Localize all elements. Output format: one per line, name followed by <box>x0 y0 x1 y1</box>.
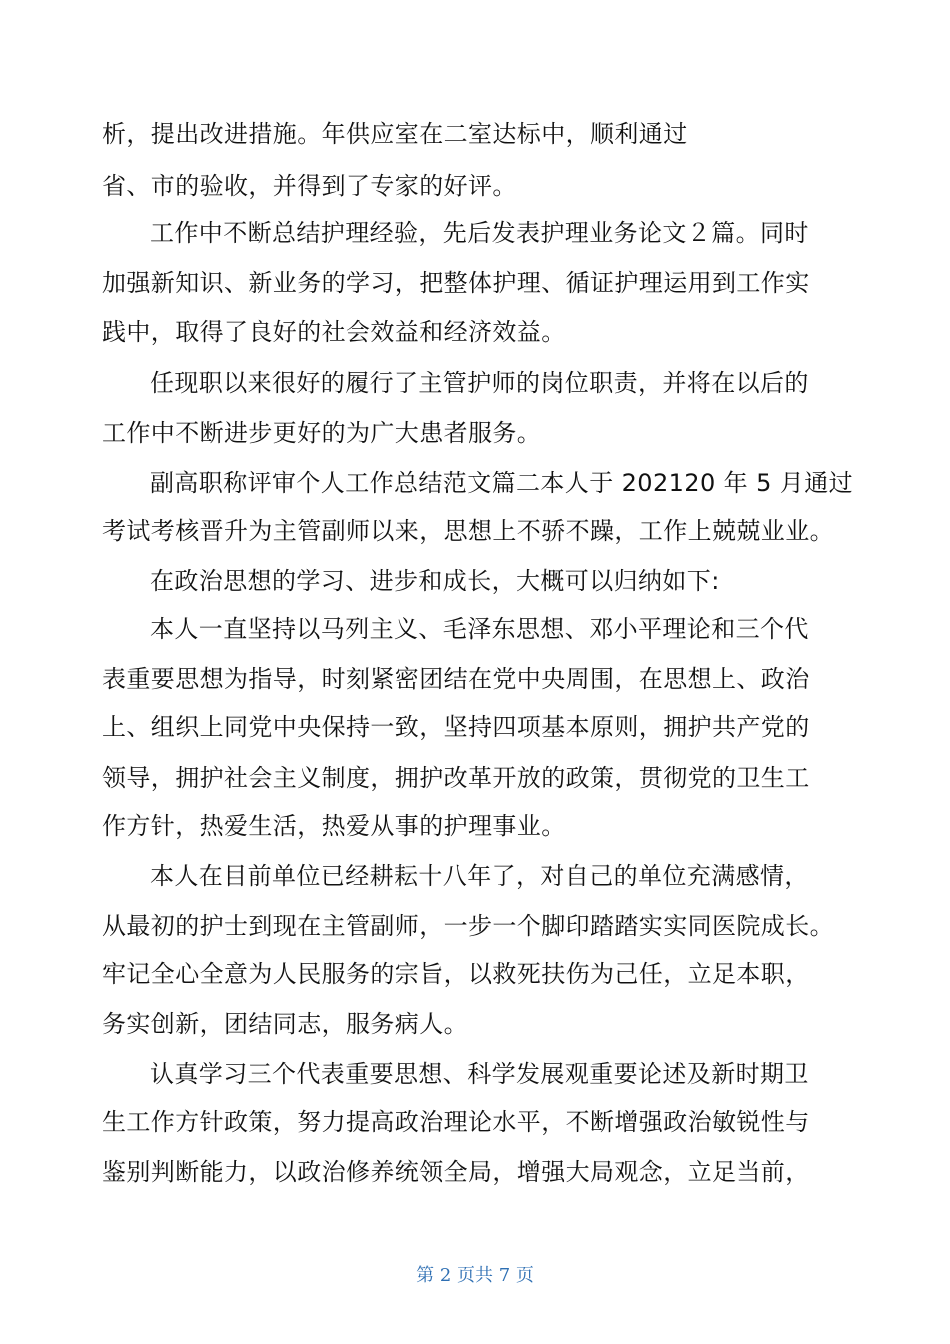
paragraph-start-line: 在政治思想的学习、进步和成长，大概可以归纳如下: <box>150 567 720 595</box>
paragraph-start-line: 本人一直坚持以马列主义、毛泽东思想、邓小平理论和三个代 <box>150 615 809 643</box>
text-line: 工作中不断进步更好的为广大患者服务。 <box>102 419 542 447</box>
text-line: 牢记全心全意为人民服务的宗旨，以救死扶伤为己任，立足本职， <box>102 960 810 988</box>
paragraph-start-line: 认真学习三个代表重要思想、科学发展观重要论述及新时期卫 <box>150 1060 809 1088</box>
paragraph-start-line: 工作中不断总结护理经验，先后发表护理业务论文２篇。同时 <box>150 219 809 247</box>
text-line: 生工作方针政策，努力提高政治理论水平，不断增强政治敏锐性与 <box>102 1108 810 1136</box>
text-line: 务实创新，团结同志，服务病人。 <box>102 1010 468 1038</box>
text-line: 鉴别判断能力，以政治修养统领全局，增强大局观念，立足当前， <box>102 1158 810 1186</box>
text-line: 加强新知识、新业务的学习，把整体护理、循证护理运用到工作实 <box>102 269 810 297</box>
text-line: 作方针，热爱生活，热爱从事的护理事业。 <box>102 812 566 840</box>
text-line: 表重要思想为指导，时刻紧密团结在党中央周围，在思想上、政治 <box>102 665 810 693</box>
text-line: 析，提出改进措施。年供应室在二室达标中，顺利通过 <box>102 120 688 148</box>
text-line: 上、组织上同党中央保持一致，坚持四项基本原则，拥护共产党的 <box>102 713 810 741</box>
text-line: 践中，取得了良好的社会效益和经济效益。 <box>102 318 566 346</box>
page-number-footer: 第 2 页共 7 页 <box>416 1265 534 1286</box>
paragraph-start-line: 任现职以来很好的履行了主管护师的岗位职责，并将在以后的 <box>150 369 809 397</box>
text-line: 从最初的护士到现在主管副师，一步一个脚印踏踏实实同医院成长。 <box>102 912 834 940</box>
text-line: 领导，拥护社会主义制度，拥护改革开放的政策，贯彻党的卫生工 <box>102 764 810 792</box>
text-line: 考试考核晋升为主管副师以来，思想上不骄不躁，工作上兢兢业业。 <box>102 517 834 545</box>
paragraph-start-line: 本人在目前单位已经耕耘十八年了，对自己的单位充满感情， <box>150 862 809 890</box>
text-line: 省、市的验收，并得到了专家的好评。 <box>102 172 517 200</box>
paragraph-start-line: 副高职称评审个人工作总结范文篇二本人于 202120 年 5 月通过 <box>150 469 854 497</box>
